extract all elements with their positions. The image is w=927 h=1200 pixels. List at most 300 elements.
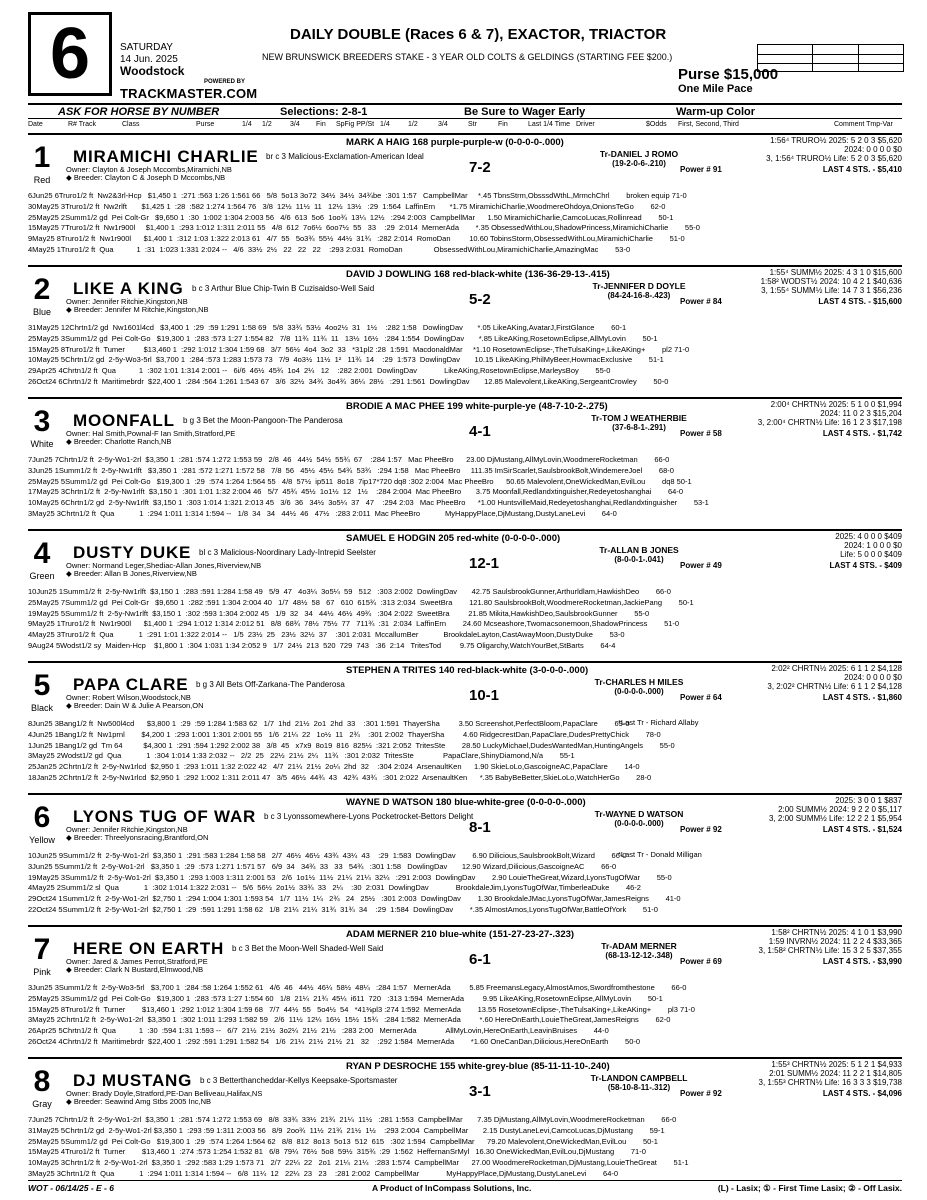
past-performance-lines xyxy=(28,1115,902,1180)
breeder-text: Breeder: Clark N Bustard,Elmwood,NB xyxy=(73,965,204,974)
col-c1: 1/4 xyxy=(380,121,390,128)
col-last-time: Last 1/4 Time xyxy=(528,121,571,128)
stat-line: 2024: 0 0 0 0 $0 xyxy=(844,145,902,154)
driver: SAMUEL E HODGIN 205 red-white (0-0-0-0-.000) xyxy=(346,533,561,544)
pp-line-text: 3May25 2Wodst1/2 gd Qua 1 :304 1:014 1:33 2:032 -- 2/2 25 22½ 21½ 2¼ 11¾ :301 2:032 TritesSte PapaClare,ShinyDiamond,N/a 55-1 xyxy=(28,751,575,761)
owner: Owner: Jared & James Perrot,Stratford,PE xyxy=(66,957,208,966)
stat-line: 3, 2:00⁴ CHRTN½ Life: 16 1 2 3 $17,198 xyxy=(757,418,902,427)
horse-name: PAPA CLARE xyxy=(73,675,189,694)
past-performance-row xyxy=(28,862,902,873)
last-4-starts: LAST 4 STS. - $5,410 xyxy=(822,165,902,174)
past-performance-row xyxy=(28,873,902,884)
pp-line-text: 19May25 3Summ1/2 ft 2-5y-Wo1-2rl $3,350 1 :293 1:003 1:311 2:001 53 2/6 1o1½ 11½ 21¼ 21¼ 32¼ :291 2:003 DowlingDav 2.90 LouieTheGreat,Wizard,LyonsTugOfWar 55-0 xyxy=(28,872,672,882)
pp-line-text: 1Jun25 1Bang1/2 gd Tm 64 $4,300 1 :291 :594 1:292 2:002 38 3/8 45 x7x9 8o19 816 825½ :321 2:052 TritesSte 28.50 LuckyMichael,DudesWantedMan,HuntingAngels 55-0 xyxy=(28,740,675,750)
breeder-icon: ◆ xyxy=(66,965,74,974)
lifetime-stats xyxy=(676,532,902,559)
stat-row xyxy=(676,550,902,559)
power-rating: Power # 64 xyxy=(680,693,722,702)
pp-line-text: 17May25 3Chrtn1/2 ft 2-5y-Nw1rlft $3,150 1 :301 1:01 1:32 2:004 46 5/7 45¾ 45½ 1o1½ 12 1½ :284 2:004 Mac PheeBro 3.75 Moonfall,Redlandxtinguisher,Redeyetoshanghai 64-0 xyxy=(28,487,684,497)
past-performance-row xyxy=(28,466,902,477)
breeder xyxy=(66,569,197,578)
past-performance-lines xyxy=(28,983,902,1048)
program-number: 5 xyxy=(33,669,51,702)
stat-row xyxy=(676,268,902,277)
stat-row xyxy=(676,673,902,682)
trainer: Tr-LANDON CAMPBELL xyxy=(590,1073,688,1083)
power-rating: Power # 92 xyxy=(680,825,722,834)
pp-line-text: 10Jun25 9Summ1/2 ft 2-5y-Wo1-2rl $3,350 1 :291 :583 1:284 1:58 58 2/7 46½ 46½ 43¾ 43¼ 43 :29 1:583 DowlingDav 6.90 Dilicious,SaulsbrookBolt,Wizard 66-0 xyxy=(28,851,627,860)
ask-by-number: ASK FOR HORSE BY NUMBER xyxy=(58,106,220,118)
pp-line-text: 29Oct24 1Summ1/2 ft 2-5y-Wo1-2rl $2,750 1 :294 1:004 1:301 1:593 54 1/7 11½ 1¼ 2¾ 24 25½ :301 2:003 DowlingDav 1.30 BrookdaleJMac,LyonsTugOfWar,JamesReigns 41-0 xyxy=(28,894,681,904)
stat-row xyxy=(676,1060,902,1069)
past-performance-row xyxy=(28,883,902,894)
trainer: Tr-ALLAN B JONES xyxy=(599,545,679,555)
pp-line-text: 18Jan25 2Chrtn1/2 ft 2-5y-Nw1rlcd $2,950 1 :292 1:002 1:311 2:011 47 3/5 46½ 44¾ 43 42¾ 43¾ :301 2:022 ArsenaultKen *.35 BabyBeBetter,SkieLoLo,WatchHerGo 28-0 xyxy=(28,772,652,782)
past-performance-row xyxy=(28,234,902,245)
pp-line-text: 4Jun25 1Bang1/2 ft Nw1prnl $4,200 1 :293 1:001 1:301 2:001 55 1/6 21¼ 22 1o½ 11 2¾ :301 2:002 ThayerSha 4.60 RidgecrestDan,PapaClare,DudesPrettyChick 78-0 xyxy=(28,729,661,739)
stat-row xyxy=(676,145,902,154)
breeder xyxy=(66,965,203,974)
stat-line: 3, 1:58² CHRTN½ Life: 15 3 2 5 $37,355 xyxy=(758,946,902,955)
footer-legend: (L) - Lasix; ① - First Time Lasix; ② - Off Lasix. xyxy=(717,1183,902,1193)
pp-line-text: 3May25 3Chrtn1/2 ft Qua 1 :294 1:011 1:314 1:594 -- 6/8 11¼ 12 22¼ 23 23 :281 2:002 CampbellMar MyHappyPlace,DjMustang,DustyLaneLevi 64-0 xyxy=(28,1168,619,1178)
past-performance-row xyxy=(28,202,902,213)
horse-entry xyxy=(28,397,902,523)
stat-row xyxy=(676,154,902,163)
past-performance-lines xyxy=(28,587,902,652)
pp-line-text: 4May25 3Truro1/2 ft Qua 1 :291 1:01 1:322 2:014 -- 1/5 23½ 25 23½ 32½ 37 :301 2:031 MccallumBer BrookdaleLayton,CastAwayMoon,DustyDuke 53-0 xyxy=(28,630,625,640)
owner: Owner: Jennifer Ritchie,Kingston,NB xyxy=(66,297,188,306)
pp-line-text: 8Jun25 3Bang1/2 ft Nw500l4cd $3,800 1 :29 :59 1:284 1:583 62 1/7 1hd 21½ 2o1 2hd 33 :301 1:591 ThayerSha 3.50 Screenshot,PerfectBloom,PapaClare 69-0 xyxy=(28,719,630,728)
past-performance-row xyxy=(28,1126,902,1137)
saddle-color: Pink xyxy=(33,967,51,977)
pp-line-text: 9May25 1Truro1/2 ft Nw1r900l $1,400 1 :294 1:012 1:314 2:012 51 8/8 68¾ 78½ 75½ 77 711¾ :31 2:034 LaffinErn 24.60 Mcseashore,Twomacsonemoon,ShadowPrincess 51-0 xyxy=(28,619,680,629)
pp-line-text: 7Jun25 7Chrtn1/2 ft 2-5y-Wo1-2rl $3,350 1 :281 :574 1:272 1:553 69 8/8 33¾ 33½ 21¾ 21¼ 11½ :281 1:553 CampbellMar 7.35 DjMustang,AllMyLovin,WoodmereRocketman 66-0 xyxy=(28,1115,677,1124)
race-date-block xyxy=(120,42,184,79)
past-performance-row xyxy=(28,245,902,256)
past-performance-row xyxy=(28,1169,902,1180)
trainer-stats: (0-0-0-0-.000) xyxy=(614,819,664,828)
col-purse: Purse xyxy=(196,121,215,128)
program-number: 7 xyxy=(33,933,51,966)
stat-row xyxy=(676,286,902,295)
morning-line-odds: 10-1 xyxy=(469,687,500,704)
last-4-starts: LAST 4 STS. - $1,742 xyxy=(822,429,902,438)
page-footer xyxy=(28,1180,902,1194)
pp-line-text: 26Apr25 5Chrtn1/2 ft Qua 1 :30 :594 1:31 1:593 -- 6/7 21½ 21½ 3o2¼ 21½ 21½ :283 2:00 MernerAda AllMyLovin,HereOnEarth,LeavinBruises 44-0 xyxy=(28,1026,609,1036)
stat-row xyxy=(676,136,902,145)
pedigree: bl c 3 Malicious-Noordinary Lady-Intrepid Seelster xyxy=(199,548,376,557)
driver: WAYNE D WATSON 180 blue-white-gree (0-0-0-0-.000) xyxy=(346,797,586,808)
power-rating: Power # 84 xyxy=(680,297,722,306)
lifetime-stats xyxy=(676,928,902,955)
past-performance-row xyxy=(28,334,902,345)
stat-row xyxy=(676,1078,902,1087)
col-spfig: SpFig PP/St xyxy=(336,121,375,128)
stat-row xyxy=(676,796,902,805)
morning-line-odds: 8-1 xyxy=(469,819,491,836)
driver: ADAM MERNER 210 blue-white (151-27-23-27-.323) xyxy=(346,929,575,940)
trainer-stats: (58-10-8-11-.312) xyxy=(607,1083,671,1092)
saddle-color: Yellow xyxy=(29,835,55,845)
stat-row xyxy=(676,928,902,937)
race-day: SATURDAY xyxy=(120,42,173,53)
last-4-starts: LAST 4 STS. - $409 xyxy=(829,561,902,570)
breeder-text: Breeder: Dain W & Julie A Pearson,ON xyxy=(73,701,204,710)
past-performance-lines xyxy=(28,455,902,520)
trainer-stats: (84-24-16-8-.423) xyxy=(607,291,671,300)
owner: Owner: Brady Doyle,Stratford,PE-Dan Belliveau,Halifax,NS xyxy=(66,1089,263,1098)
morning-line-odds: 7-2 xyxy=(469,159,491,176)
past-performance-row xyxy=(28,323,902,334)
past-performance-row xyxy=(28,477,902,488)
col-track: R# Track xyxy=(68,121,97,128)
last-4-starts: LAST 4 STS. - $1,524 xyxy=(822,825,902,834)
past-performance-lines xyxy=(28,191,902,256)
stat-row xyxy=(676,946,902,955)
power-rating: Power # 92 xyxy=(680,1089,722,1098)
pp-line-text: 3May25 3Chrtn1/2 ft Qua 1 :294 1:011 1:314 1:594 -- 1/8 34 34 44½ 46 47½ :283 2:011 Mac PheeBro MyHappyPlace,DjMustang,DustyLaneLevi 64-0 xyxy=(28,508,617,518)
stat-line: 2025: 4 0 0 0 $409 xyxy=(835,532,902,541)
pp-line-text: 31May25 5Chrtn1/2 gd 2-5y-Wo1-2rl $3,350 1 :293 :59 1:311 2:003 56 8/9 2oo¾ 11½ 21¾ 21½ 1½ :293 2:004 CampbellMar 2.15 DustyLaneLevi,CamcoLucas,DjMustang 59-1 xyxy=(28,1125,665,1135)
breeder-text: Breeder: Clayton C & Joseph D Mccombs,NB xyxy=(73,173,226,182)
col-comment: Comment Tmp-Var xyxy=(834,121,893,128)
results-box xyxy=(757,44,904,72)
pp-line-text: 10May25 6Chrtn1/2 gd 2-5y-Nw1rlft $3,150 1 :303 1:014 1:321 2:013 45 3/6 36 34½ 3o5¼ 37 47 :294 2:03 Mac PheeBro *1.00 HuntsvilleMaid,Redeyetoshanghai,Redlandxtinguisher 53-1 xyxy=(28,498,709,508)
breeder-icon: ◆ xyxy=(66,173,74,182)
stat-row xyxy=(676,418,902,427)
stat-line: 1:55⁴ SUMM½ 2025: 4 3 1 0 $15,600 xyxy=(769,268,902,277)
col-fin: Fin xyxy=(498,121,508,128)
lifetime-stats xyxy=(676,136,902,163)
past-performance-row xyxy=(28,630,902,641)
stat-line: 2:00⁴ CHRTN½ 2025: 5 1 0 0 $1,994 xyxy=(770,400,902,409)
pp-line-text: 25May25 2Summ1/2 gd Pei Colt-Gr $9,650 1 :30 1:002 1:304 2:003 56 4/6 613 5o6 1oo¾ 13¼ 12½ :294 2:003 CampbellMar 1.50 MiramichiCharlie,CamcoLucas,Rollinread 50-1 xyxy=(28,212,674,222)
trainer-stats: (0-0-0-0-.000) xyxy=(614,687,664,696)
pp-line-text: 10May25 3Chrtn1/2 ft 2-5y-Wo1-2rl $3,350 1 :292 :583 1:29 1:573 71 2/7 22¼ 22 2o1 21¼ 21¼ :283 1:574 CampbellMar 27.00 WoodmereRocketman,DjMustang,LouieTheGreat 51-1 xyxy=(28,1158,689,1168)
breeder xyxy=(66,437,171,446)
pp-line-text: 3Jun25 1Summ1/2 ft 2-5y-Nw1rlft $3,350 1 :281 :572 1:271 1:572 58 7/8 56 45½ 45½ 54¾ 53¾ :294 1:58 Mac PheeBro 111.35 ImSirScarlet,SaulsbrookBolt,WindemereJoel 68-0 xyxy=(28,465,674,475)
past-performance-row xyxy=(28,1026,902,1037)
horse-entry xyxy=(28,793,902,919)
trackmaster-logo: TRACKMASTER.COM xyxy=(120,86,258,101)
breeder-text: Breeder: Seawind Amg Stbs 2005 Inc,NB xyxy=(73,1097,212,1106)
pedigree: b c 3 Betterthancheddar-Kellys Keepsake-Sportsmaster xyxy=(200,1076,398,1085)
past-performance-row xyxy=(28,609,902,620)
trainer: Tr-CHARLES H MILES xyxy=(594,677,684,687)
program-number: 1 xyxy=(33,141,51,174)
col-class: Class xyxy=(122,121,140,128)
col-top3: First, Second, Third xyxy=(678,121,739,128)
pedigree: b g 3 All Bets Off-Zarkana-The Panderosa xyxy=(196,680,345,689)
power-rating: Power # 49 xyxy=(680,561,722,570)
past-performance-row xyxy=(28,487,902,498)
pp-line-text: 25May25 5Summ1/2 gd Pei Colt-Go $19,300 1 :29 :574 1:264 1:564 55 4/8 57½ ip511 8o18 7ip17*720 dq8 :302 2:004 Mac PheeBro 50.65 Malevolent,OneWickedMan,EvilLou dq8 50-1 xyxy=(28,476,692,486)
past-performance-row xyxy=(28,1147,902,1158)
race-number: 6 xyxy=(28,12,112,96)
race-distance: One Mile Pace xyxy=(678,83,753,95)
trainer: Tr-JENNIFER D DOYLE xyxy=(592,281,686,291)
morning-line-odds: 4-1 xyxy=(469,423,491,440)
race-header xyxy=(28,12,902,110)
pp-line-text: 10May25 5Chrtn1/2 gd 2-5y-Wo3-5rl $3,700 1 :284 :573 1:283 1:573 73 7/9 4o3½ 11½ 1² 11¾ 14 :29 1:573 DowlingDav 10.15 LikeAKing,PhilMyBeer,HowmacExclusive 51-1 xyxy=(28,355,664,365)
stat-row xyxy=(676,664,902,673)
stat-line: 2:01 SUMM½ 2024: 11 2 2 1 $14,805 xyxy=(769,1069,902,1078)
stat-row xyxy=(676,541,902,550)
past-performance-row xyxy=(28,1037,902,1048)
col-driver: Driver xyxy=(576,121,595,128)
owner: Owner: Robert Wilson,Woodstock,NB xyxy=(66,693,191,702)
saddle-color: Gray xyxy=(32,1099,52,1109)
past-performance-row xyxy=(28,366,902,377)
past-performance-row xyxy=(28,1005,902,1016)
stat-line: 2024: 11 0 2 3 $15,204 xyxy=(820,409,902,418)
stat-line: 3, 2:00 SUMM½ Life: 12 2 2 1 $5,954 xyxy=(769,814,902,823)
stat-row xyxy=(676,277,902,286)
stat-row xyxy=(676,937,902,946)
last-trainer: *Last Tr - Donald Milligan xyxy=(618,850,702,859)
past-performance-row xyxy=(28,377,902,388)
last-4-starts: LAST 4 STS. - $4,096 xyxy=(822,1089,902,1098)
past-performance-row xyxy=(28,509,902,520)
past-performance-row xyxy=(28,587,902,598)
past-performance-row xyxy=(28,894,902,905)
breeder-icon: ◆ xyxy=(66,437,74,446)
stat-line: 2024: 1 0 0 0 $0 xyxy=(844,541,902,550)
trainer-stats: (68-13-12-12-.348) xyxy=(605,951,673,960)
horse-name: HERE ON EARTH xyxy=(73,939,225,958)
last-trainer: *Last Tr - Richard Allaby xyxy=(618,718,699,727)
past-performance-row xyxy=(28,994,902,1005)
pp-line-text: 22Oct24 5Summ1/2 ft 2-5y-Wo1-2rl $2,750 1 :29 :591 1:291 1:58 62 1/8 21¼ 21¼ 31¾ 31¾ 34 :29 1:584 DowlingDav *.35 AlmostAmos,LyonsTugOfWar,BattleOfYork 51-0 xyxy=(28,904,658,914)
stat-line: 3, 1:55⁴ SUMM½ Life: 14 7 3 1 $56,236 xyxy=(761,286,902,295)
program-number: 8 xyxy=(33,1065,51,1098)
morning-line-odds: 6-1 xyxy=(469,951,491,968)
owner: Owner: Hal Smith,Pownal-F Ian Smith,Stratford,PE xyxy=(66,429,236,438)
pp-line-text: 6Jun25 6Truro1/2 ft Nw2&3rl-Hcp $1,450 1 :271 :563 1:26 1:561 66 5/8 5o13 3o72 34½ 34½ 34¾be :301 1:57 CampbellMar *.45 TbnsStrm,ObsssdWthL,MrmchChrl broken equip 71-0 xyxy=(28,191,687,200)
owner: Owner: Jennifer Ritchie,Kingston,NB xyxy=(66,825,188,834)
breeder xyxy=(66,173,225,182)
lifetime-stats xyxy=(676,1060,902,1087)
driver: RYAN P DESROCHE 155 white-grey-blue (85-11-11-10-.240) xyxy=(346,1061,610,1072)
horse-entry xyxy=(28,529,902,655)
past-performance-row xyxy=(28,719,902,730)
stat-line: 2:00 SUMM½ 2024: 9 2 2 0 $5,117 xyxy=(778,805,902,814)
stat-line: 3, 1:56⁴ TRURO½ Life: 5 2 0 3 $5,620 xyxy=(766,154,902,163)
pedigree: br c 3 Malicious-Exclamation-American Ideal xyxy=(266,152,424,161)
saddle-color: White xyxy=(30,439,54,449)
stat-row xyxy=(676,400,902,409)
warmup-color: Warm-up Color xyxy=(676,106,756,118)
pp-line-text: 30May25 3Truro1/2 ft Nw2rlft $1,425 1 :28 :582 1:274 1:564 76 3/8 12½ 11½ 11 12½ 13½ :29 1:564 LaffinErn *1.75 MiramichiCharlie,WoodmereOhdoya,OnionsTeGo 62-0 xyxy=(28,201,666,211)
breeder xyxy=(66,1097,211,1106)
morning-line-odds: 5-2 xyxy=(469,291,491,308)
breeder-text: Breeder: Jennifer M Ritchie,Kingston,NB xyxy=(73,305,209,314)
trainer: Tr-WAYNE D WATSON xyxy=(594,809,684,819)
pedigree: b c 3 Lyonssomewhere-Lyons Pocketrocket-Bettors Delight xyxy=(264,812,474,821)
breeder-icon: ◆ xyxy=(66,833,74,842)
past-performance-row xyxy=(28,1158,902,1169)
pp-line-text: 4May25 1Truro1/2 ft Qua 1 :31 1:023 1:331 2:024 -- 4/6 33½ 2½ 22 22 22 :293 2:031 RomoDan ObsessedWithLou,MiramichiCharlie,AmazingMac 53-0 xyxy=(28,244,631,254)
horse-name: DJ MUSTANG xyxy=(73,1071,193,1090)
trainer: Tr-TOM J WEATHERBIE xyxy=(591,413,687,423)
program-number: 4 xyxy=(33,537,51,570)
power-rating: Power # 58 xyxy=(680,429,722,438)
stat-line: 1:58² CHRTN½ 2025: 4 1 0 1 $3,990 xyxy=(771,928,902,937)
pp-line-text: 7Jun25 7Chrtn1/2 ft 2-5y-Wo1-2rl $3,350 1 :281 :574 1:272 1:553 59 2/8 46 44½ 54½ 55¾ 67 :284 1:57 Mac PheeBro 23.00 DjMustang,AllMyLovin,WoodmereRocketman 66-0 xyxy=(28,455,670,464)
stat-line: 1:59 INVRN½ 2024: 11 2 2 4 $33,365 xyxy=(768,937,902,946)
power-rating: Power # 91 xyxy=(680,165,722,174)
driver: BRODIE A MAC PHEE 199 white-purple-ye (48-7-10-2-.275) xyxy=(346,401,608,412)
program-number: 6 xyxy=(33,801,51,834)
pp-line-text: 9Aug24 5Wodst1/2 sy Maiden-Hcp $1,800 1 :304 1:031 1:34 2:052 9 1/7 24½ 213 520 729 743 :36 2:14 TritesTod 9.75 Oligarchy,WatchYourBet,StBarts 64-4 xyxy=(28,640,616,650)
past-performance-row xyxy=(28,223,902,234)
trainer-stats: (19-2-0-6-.210) xyxy=(612,159,666,168)
pp-line-text: 15May25 4Truro1/2 ft Turner $13,460 1 :274 :573 1:254 1:532 81 6/8 79¼ 76½ 5o8 59½ 315¾ :29 1:562 HeffernanSrMyl 16.30 OneWickedMan,EvilLou,DjMustang 71-0 xyxy=(28,1147,646,1157)
ask-bar xyxy=(28,103,902,119)
race-purse: Purse $15,000 xyxy=(678,66,779,83)
stat-line: 2024: 0 0 0 0 $0 xyxy=(844,673,902,682)
trainer-stats: (8-0-0-1-.041) xyxy=(614,555,664,564)
race-date: 14 Jun. 2025 xyxy=(120,53,178,65)
pp-line-text: 25May25 3Summ1/2 gd Pei Colt-Go $19,300 1 :283 :573 1:27 1:554 82 7/8 11¾ 11¾ 11 13½ 16½ :284 1:554 DowlingDav *.85 LikeAKing,RosetownEclipse,AllMyLovin 50-1 xyxy=(28,333,658,343)
last-4-starts: LAST 4 STS. - $3,990 xyxy=(822,957,902,966)
powered-by-label: POWERED BY xyxy=(204,79,246,85)
past-performance-row xyxy=(28,751,902,762)
wager-early: Be Sure to Wager Early xyxy=(464,106,586,118)
pp-line-text: 10Jun25 1Summ1/2 ft 2-5y-Nw1rlft $3,150 1 :283 :591 1:284 1:58 49 5/9 47 4o3¼ 3o5¼ 59 512 :303 2:002 DowlingDav 42.75 SaulsbrookGunner,Arthurldlam,HawkishDeo 66-0 xyxy=(28,587,671,596)
horse-name: MOONFALL xyxy=(73,411,175,430)
driver: STEPHEN A TRITES 140 red-black-white (3-0-0-0-.000) xyxy=(346,665,589,676)
lifetime-stats xyxy=(676,268,902,295)
pp-line-text: 19May25 5Summ1/2 ft 2-5y-Nw1rlft $3,150 1 :302 :593 1:304 2:002 45 1/9 32 34 44½ 46½ 49¾ :304 2:022 SweetBra 21.85 Mikita,HawkishDeo,SaulsbrookGunner 55-0 xyxy=(28,608,650,618)
pedigree: b c 3 Bet the Moon-Well Shaded-Well Said xyxy=(232,944,384,953)
past-performance-lines xyxy=(28,323,902,388)
trainer: Tr-ADAM MERNER xyxy=(601,941,677,951)
breeder xyxy=(66,305,209,314)
breeder-text: Breeder: Charlotte Ranch,NB xyxy=(73,437,172,446)
past-performance-row xyxy=(28,730,902,741)
last-4-starts: LAST 4 STS. - $1,860 xyxy=(822,693,902,702)
stat-row xyxy=(676,682,902,691)
past-performance-row xyxy=(28,762,902,773)
past-performance-row xyxy=(28,741,902,752)
owner: Owner: Clayton & Joseph Mccombs,Miramichi,NB xyxy=(66,165,232,174)
pp-line-text: 26Oct24 4Chrtn1/2 ft Maritimebrdr $22,400 1 :292 :591 1:291 1:582 54 1/6 21¼ 21½ 21½ 21 32 :292 1:584 MernerAda *1.60 OneCanDan,Dilicious,HereOnEarth 50-0 xyxy=(28,1036,641,1046)
pp-line-text: 15May25 7Truro1/2 ft Nw1r900l $1,400 1 :293 1:012 1:311 2:011 55 4/8 612 7o6½ 6oo7½ 55 33 :29 2:014 MernerAda *.35 ObsessedWithLou,ShadowPrincess,MiramichiCharlie 55-0 xyxy=(28,223,700,233)
saddle-color: Black xyxy=(30,703,53,713)
past-performance-row xyxy=(28,1015,902,1026)
wager-title: DAILY DOUBLE (Races 6 & 7), EXACTOR, TRIACTOR xyxy=(290,26,667,43)
pp-line-text: 31May25 12Chrtn1/2 gd Nw1601l4cd $3,400 1 :29 :59 1:291 1:58 69 5/8 33¾ 53½ 4oo2½ 31 1½ :282 1:58 DowlingDav *.05 LikeAKing,AvatarJ,FirstGlance 60-1 xyxy=(28,323,627,332)
last-4-starts: LAST 4 STS. - $15,600 xyxy=(818,297,902,306)
col-q3: 3/4 xyxy=(290,121,300,128)
driver: DAVID J DOWLING 168 red-black-white (136-36-29-13-.415) xyxy=(346,269,610,280)
pp-line-text: 25May25 5Summ1/2 gd Pei Colt-Go $19,300 1 :29 :574 1:264 1:564 62 8/8 812 8o13 5o13 512 615 :302 1:594 CampbellMar 79.20 Malevolent,OneWickedMan,EvilLou 50-1 xyxy=(28,1136,658,1146)
footer-product: A Product of InCompass Solutions, Inc. xyxy=(372,1183,532,1193)
program-number: 3 xyxy=(33,405,51,438)
past-performance-row xyxy=(28,641,902,652)
breeder-text: Breeder: Allan B Jones,Riverview,NB xyxy=(73,569,197,578)
breeder-text: Breeder: Threelyonsracing,Brantford,ON xyxy=(73,833,209,842)
pp-line-text: 25May25 7Summ1/2 gd Pei Colt-Gr $9,650 1 :282 :591 1:304 2:004 40 1/7 48½ 58 67 610 615¾ :313 2:034 SweetBra 121.80 SaulsbrookBolt,WoodmereRocketman,JackiePang 50-1 xyxy=(28,597,694,607)
pp-line-text: 4May25 2Summ1/2 sl Qua 1 :302 1:014 1:322 2:031 -- 5/6 56½ 2o1½ 33¾ 33 2¼ :30 2:031 DowlingDav BrookdaleJim,LyonsTugOfWar,TimberleaDuke 46-2 xyxy=(28,883,641,893)
stat-row xyxy=(676,805,902,814)
breeder-icon: ◆ xyxy=(66,701,74,710)
pedigree: b c 3 Arthur Blue Chip-Twin B Cuzisaidso-Well Said xyxy=(192,284,375,293)
col-q1: 1/4 xyxy=(242,121,252,128)
saddle-color: Red xyxy=(33,175,51,185)
stat-row xyxy=(676,814,902,823)
horse-entry xyxy=(28,661,902,787)
breeder-icon: ◆ xyxy=(66,305,74,314)
pedigree: b g 3 Bet the Moon-Pangoon-The Panderosa xyxy=(183,416,343,425)
saddle-color: Blue xyxy=(32,307,51,317)
track-name: Woodstock xyxy=(120,64,185,78)
horse-name: MIRAMICHI CHARLIE xyxy=(73,147,259,166)
horse-name: DUSTY DUKE xyxy=(73,543,192,562)
past-performance-row xyxy=(28,1137,902,1148)
past-performance-row xyxy=(28,773,902,784)
footer-code: WOT - 06/14/25 - E - 6 xyxy=(28,1183,114,1193)
past-performance-row xyxy=(28,355,902,366)
driver: MARK A HAIG 168 purple-purple-w (0-0-0-0-.000) xyxy=(346,137,564,148)
breeder xyxy=(66,833,208,842)
pp-line-text: 9May25 8Truro1/2 ft Nw1r900l $1,400 1 :312 1:03 1:322 2:013 61 4/7 55 5o3¾ 55½ 44½ 31¾ :282 2:014 RomoDan 10.60 TobinsStorm,ObsessedWithLou,MiramichiCharlie 51-0 xyxy=(28,234,685,244)
stat-row xyxy=(676,532,902,541)
col-c3: 3/4 xyxy=(438,121,448,128)
past-performance-lines xyxy=(28,851,902,916)
pp-line-text: 25May25 3Summ1/2 gd Pei Colt-Go $19,300 1 :283 :573 1:27 1:554 60 1/8 21¼ 21¾ 45¼ i611 720 :313 1:594 MernerAda 9.95 LikeAKing,RosetownEclipse,AllMyLovin 50-1 xyxy=(28,993,663,1003)
lifetime-stats xyxy=(676,400,902,427)
col-fin-time: Fin xyxy=(316,121,326,128)
lifetime-stats xyxy=(676,664,902,691)
pp-line-text: 29Apr25 4Chrtn1/2 ft Qua 1 :302 1:01 1:314 2:001 -- 6i/6 46½ 45¾ 1o4 2¼ 12 :282 2:001 DowlingDav LikeAKing,RosetownEclipse,MarleysBoy 55-0 xyxy=(28,366,611,376)
stat-line: 2:02² CHRTN½ 2025: 6 1 1 2 $4,128 xyxy=(771,664,902,673)
pp-line-text: 26Oct24 6Chrtn1/2 ft Maritimebrdr $22,400 1 :284 :564 1:261 1:543 67 3/6 32½ 34¾ 3o4¾ 36¼ 28½ :291 1:561 DowlingDav 12.85 Malevolent,LikeAKing,SergeantCrowley 50-0 xyxy=(28,376,669,386)
owner: Owner: Normand Leger,Shediac-Allan Jones,Riverview,NB xyxy=(66,561,262,570)
stat-line: 1:58² WODST½ 2024: 10 4 2 1 $40,636 xyxy=(760,277,902,286)
program-number: 2 xyxy=(33,273,51,306)
past-performance-row xyxy=(28,905,902,916)
stat-line: 1:56⁴ TRURO½ 2025: 5 2 0 3 $5,620 xyxy=(770,136,902,145)
past-performance-row xyxy=(28,191,902,202)
past-performance-row xyxy=(28,1115,902,1126)
stat-line: 3, 2:02² CHRTN½ Life: 6 1 1 2 $4,128 xyxy=(767,682,902,691)
pp-line-text: 3Jun25 5Summ1/2 ft 2-5y-Wo1-2rl $3,350 1 :29 :573 1:271 1:571 57 6/9 34 34¾ 33 33 54¾ :301 1:58 DowlingDav 12.90 Wizard,Dilicious,GascoigneAC 66-0 xyxy=(28,861,617,871)
stat-row xyxy=(676,409,902,418)
pp-line-text: 15May25 8Truro1/2 ft Turner $13,460 1 :292 1:012 1:304 1:59 68 7/7 44½ 55 5o4½ 54 *41⅜pl3 :274 1:592 MernerAda 13.55 RosetownEclipse-,TheTulsaKing+,LikeAKing+ pl3 71-0 xyxy=(28,1004,695,1014)
saddle-color: Green xyxy=(29,571,55,581)
trainer-stats: (37-6-8-1-.291) xyxy=(612,423,666,432)
horse-entry xyxy=(28,265,902,391)
pp-line-text: 15May25 8Truro1/2 ft Tumer $13,460 1 :292 1:012 1:304 1:59 68 3/7 56½ 4o4 3o2 33 *31pl2 :28 1:591 MacdonaldMar *1.10 RosetownEclipse-,TheTulsaKing+,LikeAKing+ pl2 71-0 xyxy=(28,344,690,354)
col-q2: 1/2 xyxy=(262,121,272,128)
stat-row xyxy=(676,1069,902,1078)
horse-entry xyxy=(28,133,902,259)
col-date: Date xyxy=(28,121,43,128)
column-headers xyxy=(28,121,902,131)
power-rating: Power # 69 xyxy=(680,957,722,966)
past-performance-row xyxy=(28,455,902,466)
horse-name: LYONS TUG OF WAR xyxy=(73,807,257,826)
col-c2: 1/2 xyxy=(408,121,418,128)
pp-line-text: 3Jun25 3Summ1/2 ft 2-5y-Wo3-5rl $3,700 1 :284 :58 1:264 1:552 61 4/6 46 44½ 46¼ 58½ 48¼ :284 1:57 MernerAda 5.85 FreemansLegacy,AlmostAmos,Swordfromthestone 66-0 xyxy=(28,983,687,992)
stat-line: 1:55³ CHRTN½ 2025: 5 1 2 1 $4,933 xyxy=(771,1060,902,1069)
past-performance-row xyxy=(28,619,902,630)
past-performance-row xyxy=(28,213,902,224)
morning-line-odds: 3-1 xyxy=(469,1083,491,1100)
